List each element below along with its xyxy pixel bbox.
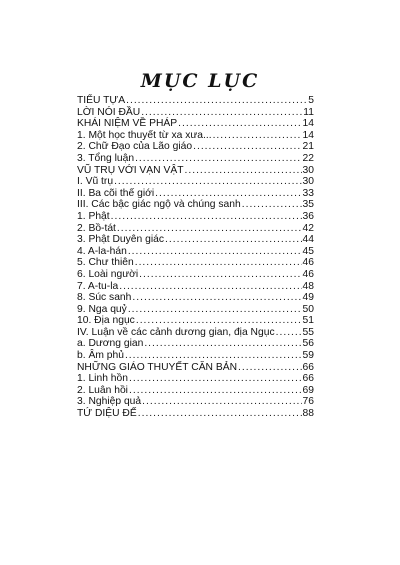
dot-leader xyxy=(129,385,302,397)
toc-entry-page: 22 xyxy=(302,152,314,164)
dot-leader xyxy=(155,188,301,200)
toc-entry-page: 11 xyxy=(303,106,314,118)
toc-entry-label: II. Ba cõi thế giới xyxy=(77,187,155,199)
dot-leader xyxy=(125,350,302,362)
toc-entry-label: a. Dương gian xyxy=(77,338,144,350)
toc-entry xyxy=(77,350,314,362)
toc-entry-label: 5. Chư thiên xyxy=(77,257,134,269)
toc-entry-page: 14 xyxy=(302,118,314,130)
toc-entry xyxy=(77,246,314,258)
dot-leader xyxy=(126,95,307,107)
toc-entry-label: 4. A-la-hán xyxy=(77,245,127,257)
dot-leader xyxy=(128,246,302,258)
toc-entry-label: 3. Phật Duyên giác xyxy=(77,234,165,246)
toc-entry-page: 42 xyxy=(302,222,314,234)
dot-leader xyxy=(136,315,302,327)
toc-entry xyxy=(77,199,314,211)
toc-entry-label: 3. Nghiệp quả xyxy=(77,396,142,408)
toc-entry-page: 36 xyxy=(302,210,314,222)
toc-entry-page: 30 xyxy=(302,164,314,176)
toc-entry-label: 7. A-tu-la xyxy=(77,280,119,292)
toc-entry xyxy=(77,281,314,293)
toc-entry-label: 9. Nga quỷ xyxy=(77,303,127,315)
toc-entry xyxy=(77,304,314,316)
toc-entry-page: 5 xyxy=(308,95,314,106)
toc-entry xyxy=(77,362,314,374)
toc-entry xyxy=(77,211,314,223)
toc-entry-label: 2. Luân hồi xyxy=(77,384,128,396)
toc-entry-label: 3. Tổng luận xyxy=(77,152,135,164)
toc-entry-label: 10. Địa ngục xyxy=(77,315,135,327)
toc-entry xyxy=(77,141,314,153)
toc-entry-page: 66 xyxy=(302,373,314,385)
toc-entry-page: 30 xyxy=(302,176,314,188)
toc-entry-label: KHÁI NIỆM VỀ PHÁP xyxy=(77,118,178,130)
toc-entry-label: 2. Bồ-tát xyxy=(77,222,116,234)
dot-leader xyxy=(132,292,301,304)
toc-entry-page: 51 xyxy=(302,315,314,327)
toc-entry-label: TIỂU TỰA xyxy=(77,95,126,106)
toc-entry-label: I. Vũ trụ xyxy=(77,176,114,188)
toc-entry-page: 49 xyxy=(302,292,314,304)
toc-entry xyxy=(77,396,314,408)
toc-title: MỤC LỤC xyxy=(140,70,260,92)
dot-leader xyxy=(141,107,302,119)
toc-entry xyxy=(77,130,314,142)
toc-entry-label: III. Các bậc giác ngộ và chúng sanh xyxy=(77,199,241,211)
toc-entry-label: LỜI NÓI ĐẦU xyxy=(77,106,141,118)
toc-entry xyxy=(77,292,314,304)
dot-leader xyxy=(129,373,302,385)
toc-list xyxy=(77,95,314,420)
toc-entry-label: 2. Chữ Đạo của Lão giáo xyxy=(77,141,193,153)
toc-entry xyxy=(77,385,314,397)
dot-leader xyxy=(114,176,301,188)
dot-leader xyxy=(213,130,302,142)
dot-leader xyxy=(135,257,302,269)
dot-leader xyxy=(242,199,302,211)
toc-entry xyxy=(77,188,314,200)
toc-entry-page: 76 xyxy=(302,396,314,408)
toc-entry xyxy=(77,373,314,385)
toc-entry-page: 55 xyxy=(302,326,314,338)
toc-entry xyxy=(77,95,314,107)
dot-leader xyxy=(238,362,302,374)
dot-leader xyxy=(142,396,301,408)
dot-leader xyxy=(184,165,301,177)
toc-entry xyxy=(77,153,314,165)
toc-entry xyxy=(77,118,314,130)
toc-entry xyxy=(77,408,314,420)
toc-entry-label: 6. Loài người xyxy=(77,268,139,280)
dot-leader xyxy=(144,338,301,350)
dot-leader xyxy=(193,141,301,153)
toc-entry-label: 8. Súc sanh xyxy=(77,292,132,304)
toc-entry xyxy=(77,176,314,188)
dot-leader xyxy=(117,223,302,235)
toc-entry-label: NHỮNG GIÁO THUYẾT CĂN BẢN xyxy=(77,361,238,373)
dot-leader xyxy=(165,234,302,246)
toc-entry xyxy=(77,338,314,350)
toc-entry xyxy=(77,269,314,281)
dot-leader xyxy=(119,281,301,293)
toc-entry-page: 46 xyxy=(302,257,314,269)
toc-entry-label: TỨ DIỆU ĐẾ xyxy=(77,408,137,420)
toc-entry-label: VŨ TRỤ VỚI VẠN VẬT xyxy=(77,164,184,176)
toc-entry xyxy=(77,165,314,177)
toc-entry-page: 69 xyxy=(302,384,314,396)
toc-entry-label: b. Âm phủ xyxy=(77,350,124,362)
dot-leader xyxy=(138,408,302,420)
dot-leader xyxy=(128,304,302,316)
toc-entry-page: 45 xyxy=(302,245,314,257)
toc-entry-page: 48 xyxy=(302,280,314,292)
dot-leader xyxy=(178,118,301,130)
toc-entry-page: 56 xyxy=(302,338,314,350)
toc-entry-page: 46 xyxy=(302,268,314,280)
toc-entry-page: 35 xyxy=(302,199,314,211)
dot-leader xyxy=(139,269,301,281)
toc-entry xyxy=(77,257,314,269)
toc-entry-page: 66 xyxy=(302,361,314,373)
toc-entry xyxy=(77,327,314,339)
toc-entry xyxy=(77,107,314,119)
toc-entry-label: 1. Một học thuyết từ xa xưa... xyxy=(77,129,212,141)
toc-entry-page: 33 xyxy=(302,187,314,199)
toc-entry-page: 50 xyxy=(302,303,314,315)
dot-leader xyxy=(276,327,302,339)
dot-leader xyxy=(135,153,301,165)
toc-entry-label: IV. Luận về các cảnh dương gian, địa Ngục xyxy=(77,326,275,338)
toc-entry-page: 88 xyxy=(302,408,314,420)
toc-entry xyxy=(77,234,314,246)
toc-entry-label: 1. Linh hồn xyxy=(77,373,128,385)
dot-leader xyxy=(111,211,302,223)
toc-entry-page: 59 xyxy=(302,350,314,362)
toc-entry-page: 14 xyxy=(302,129,314,141)
toc-entry-page: 44 xyxy=(302,234,314,246)
toc-entry-label: 1. Phật xyxy=(77,210,110,222)
toc-entry xyxy=(77,315,314,327)
toc-entry xyxy=(77,223,314,235)
toc-entry-page: 21 xyxy=(302,141,314,153)
